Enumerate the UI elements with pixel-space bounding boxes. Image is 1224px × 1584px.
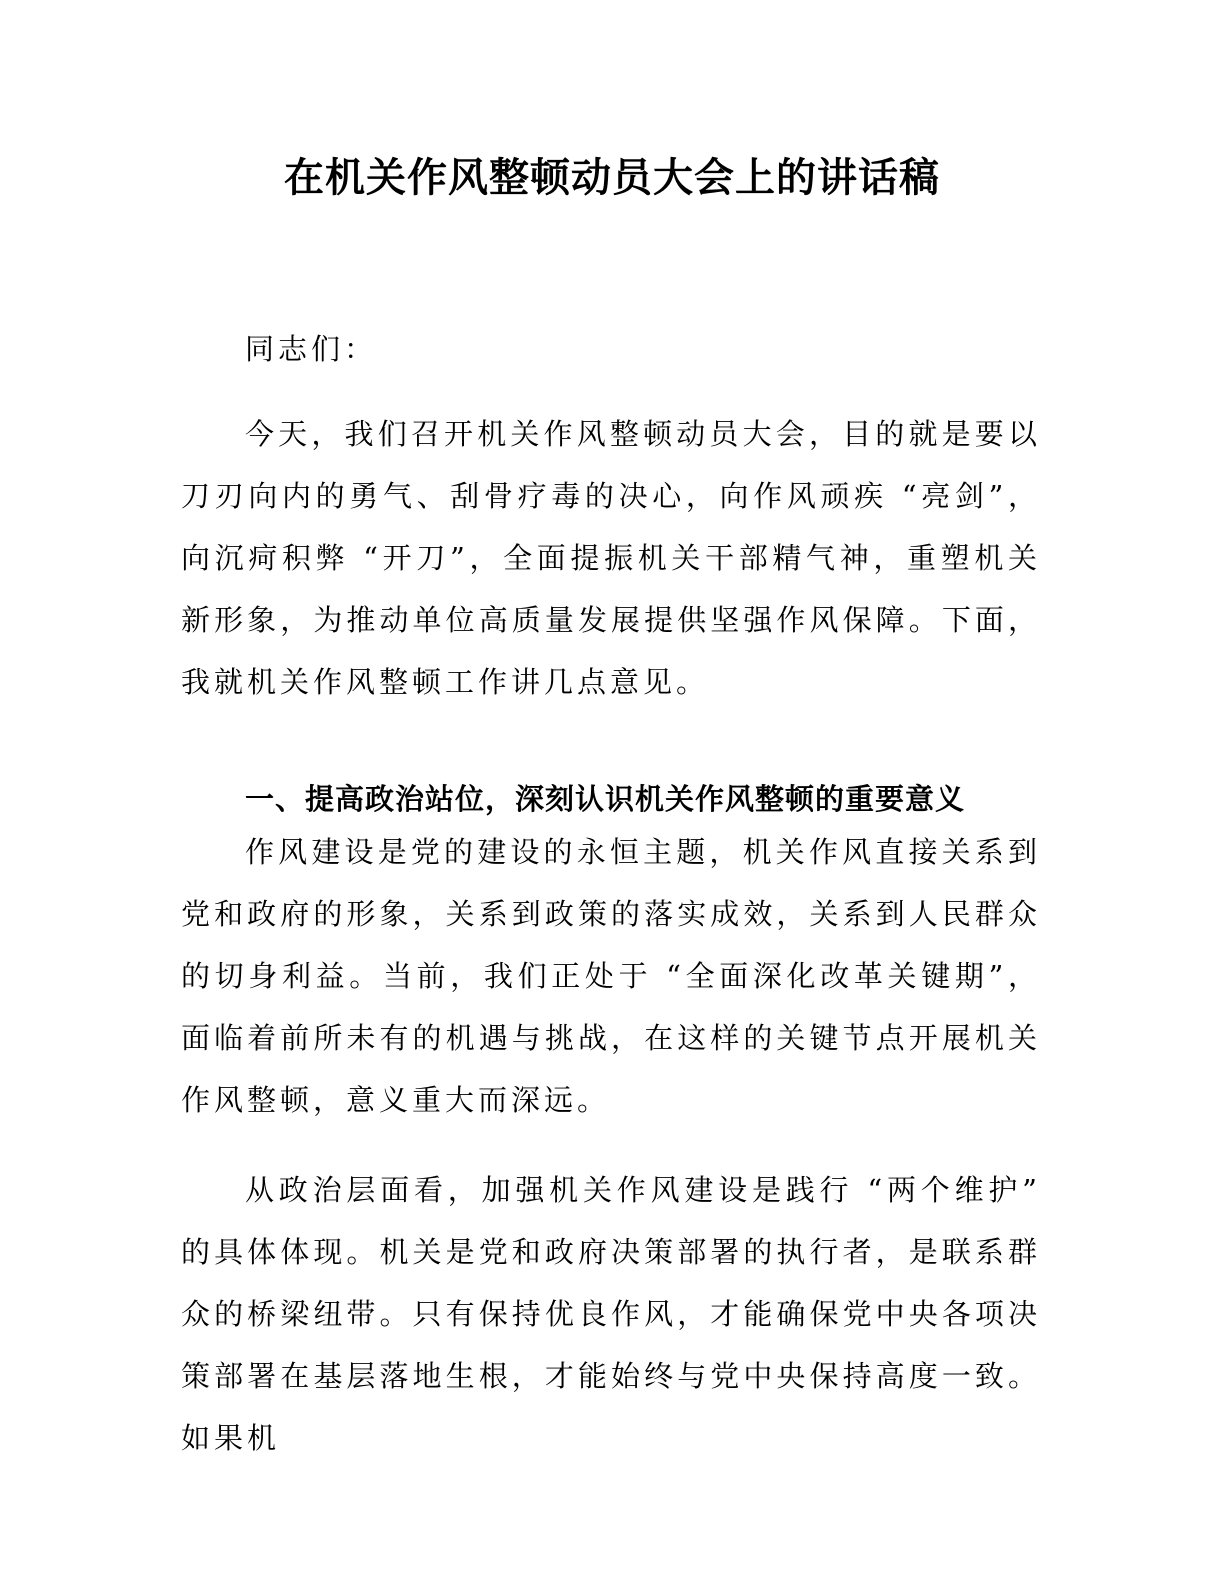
document-title: 在机关作风整顿动员大会上的讲话稿 — [284, 155, 940, 201]
paragraph-intro: 今天，我们召开机关作风整顿动员大会，目的就是要以刀刃向内的勇气、刮骨疗毒的决心，向作风顽疾 “亮剑”，向沉疴积弊 “开刀”，全面提振机关干部精气神，重塑机关新形象，为推动单位高质量发展提供坚强作风保障。下面，我就机关作风整顿工作讲几点意见。 — [181, 417, 1041, 699]
salutation: 同志们： — [245, 332, 378, 366]
section-heading: 一、提高政治站位，深刻认识机关作风整顿的重要意义 — [245, 782, 966, 816]
paragraph-political-level: 从政治层面看，加强机关作风建设是践行 “两个维护” 的具体体现。机关是党和政府决策部署的执行者，是联系群众的桥梁纽带。只有保持优良作风，才能确保党中央各项决策部署在基层落地生根，才能始终与党中央保持高度一致。如果机 — [181, 1173, 1041, 1455]
paragraph-significance: 作风建设是党的建设的永恒主题，机关作风直接关系到党和政府的形象，关系到政策的落实成效，关系到人民群众的切身利益。当前，我们正处于 “全面深化改革关键期”，面临着前所未有的机遇与挑战，在这样的关键节点开展机关作风整顿，意义重大而深远。 — [181, 835, 1041, 1117]
